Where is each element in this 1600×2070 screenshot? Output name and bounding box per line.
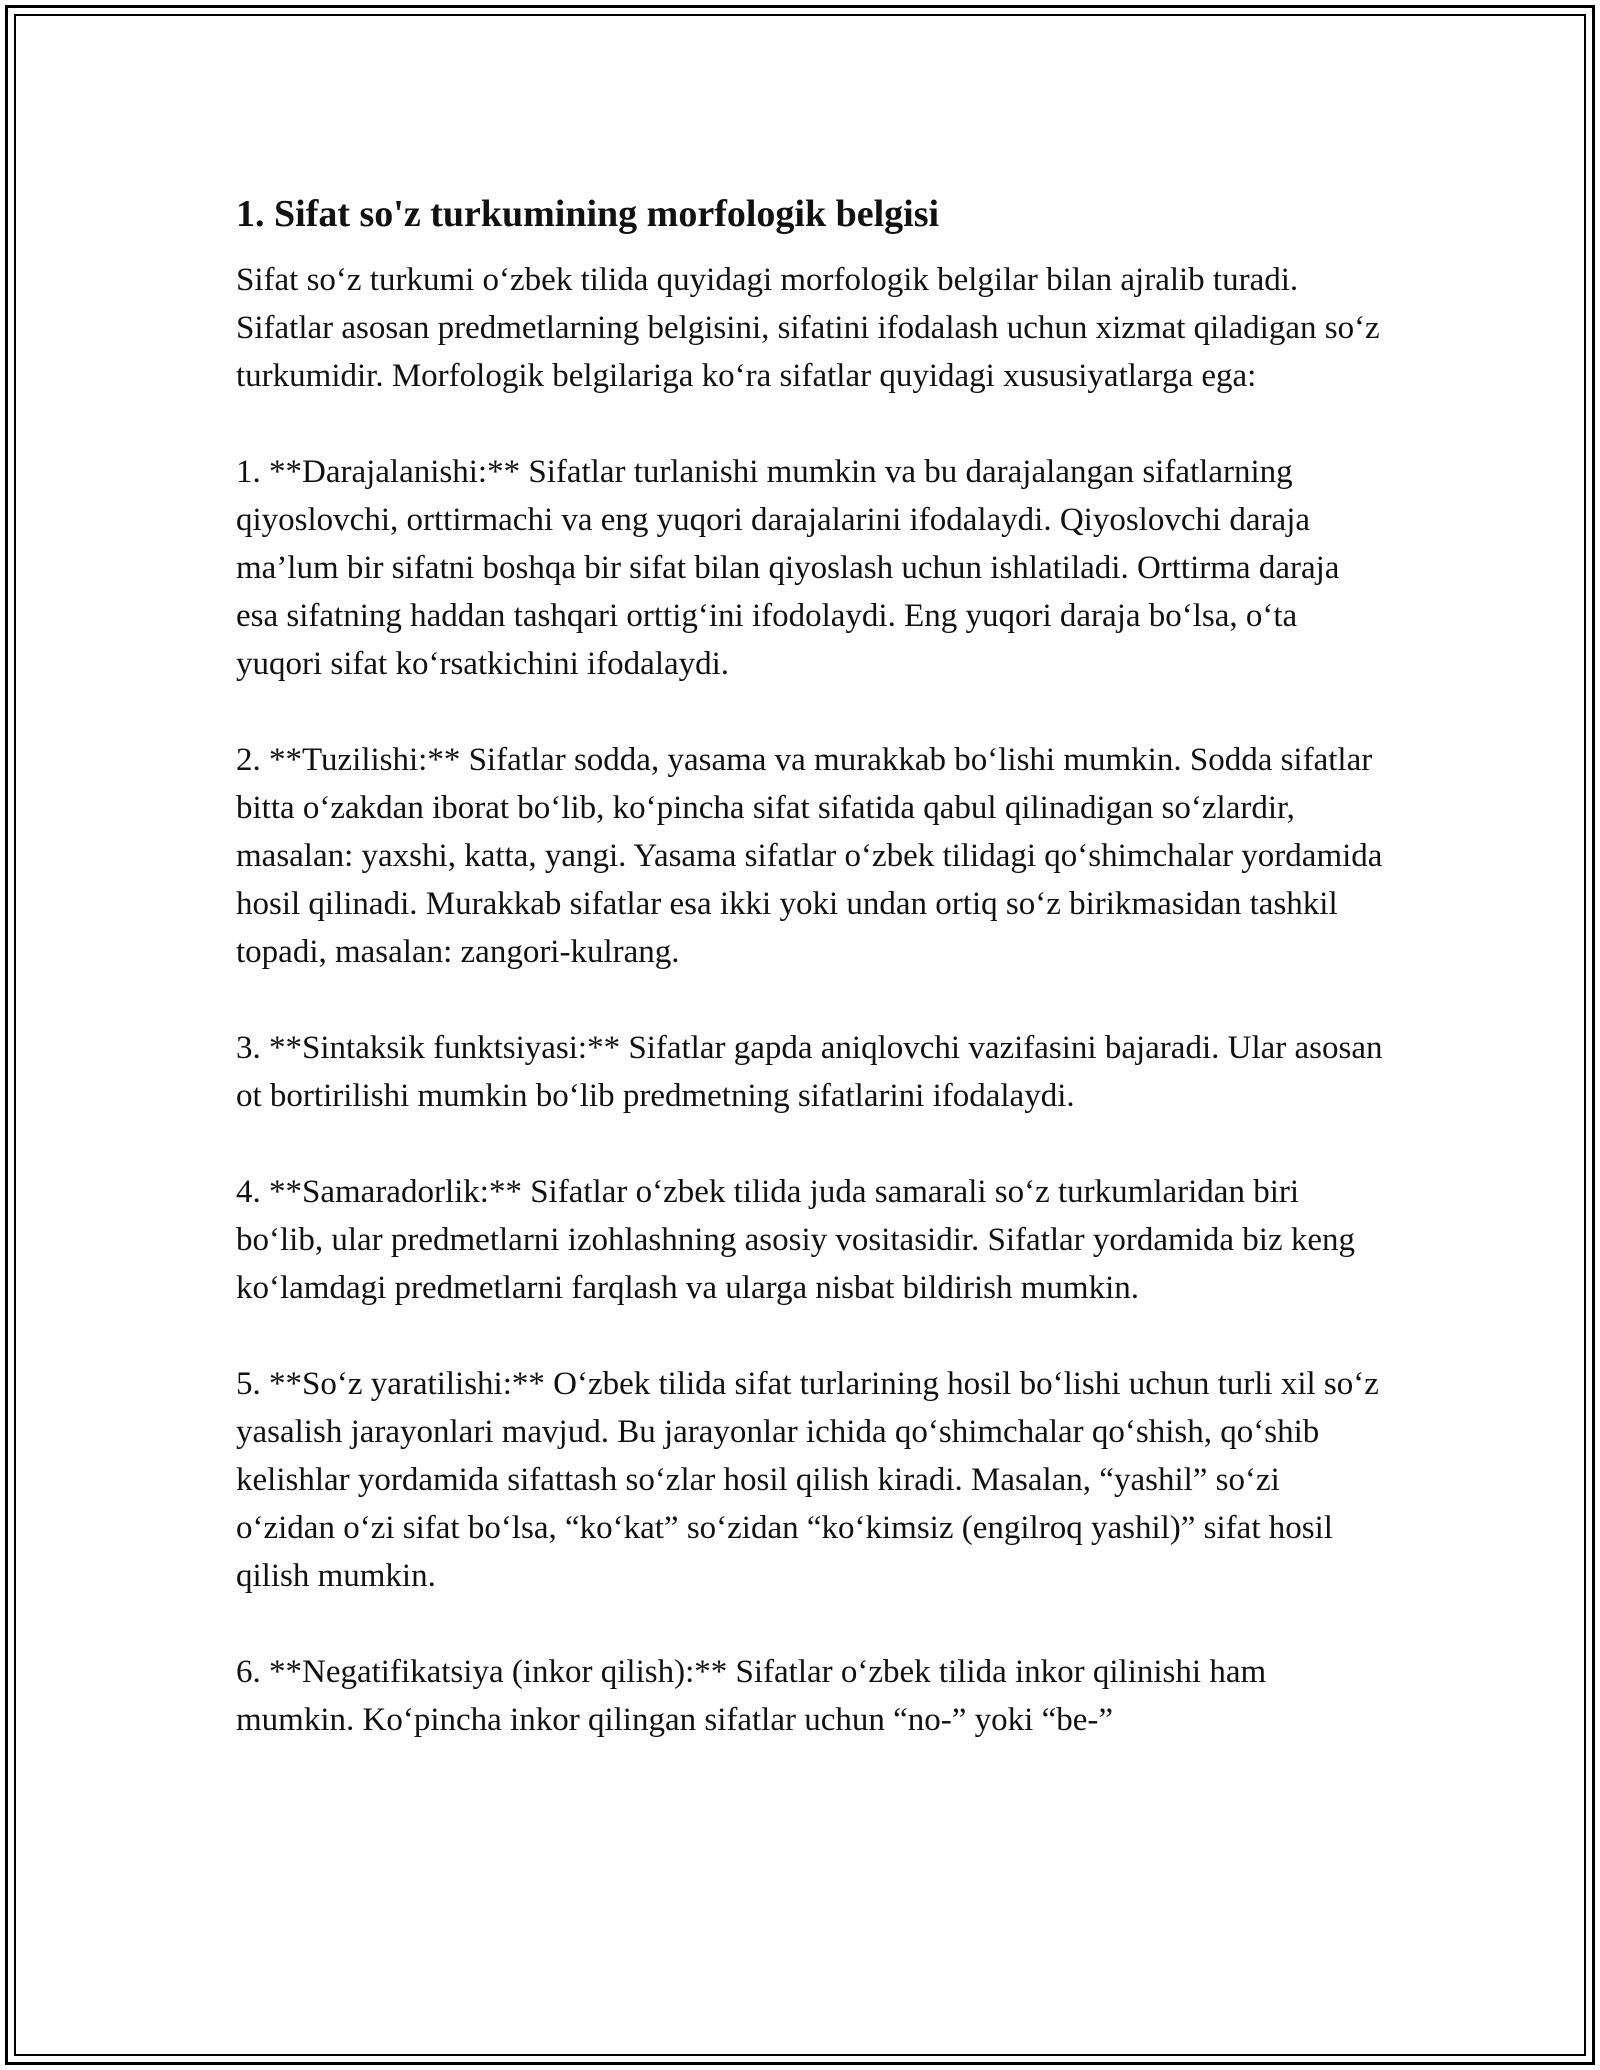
paragraph-item-6: 6. **Negatifikatsiya (inkor qilish):** Sifatlar o‘zbek tilida inkor qilinishi ham mumkin. Ko‘pincha inkor qilingan sifatlar uchun “no-” yoki “be-”	[236, 1654, 1267, 1738]
paragraph-item-3: 3. **Sintaksik funktsiyasi:** Sifatlar gapda aniqlovchi vazifasini bajaradi. Ular asosan ot bortirilishi mumkin bo‘lib predmetning sifatlarini ifodalaydi.	[236, 1030, 1383, 1114]
document-body	[236, 186, 1386, 1792]
paragraph-item-2: 2. **Tuzilishi:** Sifatlar sodda, yasama va murakkab bo‘lishi mumkin. Sodda sifatlar bitta o‘zakdan iborat bo‘lib, ko‘pincha sifat sifatida qabul qilinadigan so‘zlardir, masalan: yaxshi, katta, yangi. Yasama sifatlar o‘zbek tilidagi qo‘shimchalar yordamida hosil qilinadi. Murakkab sifatlar esa ikki yoki undan ortiq so‘z birikmasidan tashkil topadi, masalan: zangori-kulrang.	[236, 742, 1383, 970]
paragraph-intro: Sifat so‘z turkumi o‘zbek tilida quyidagi morfologik belgilar bilan ajralib turadi. Sifatlar asosan predmetlarning belgisini, sifatini ifodalash uchun xizmat qiladigan so‘z turkumidir. Morfologik belgilariga ko‘ra sifatlar quyidagi xususiyatlarga ega:	[236, 262, 1380, 394]
paragraph-item-4: 4. **Samaradorlik:** Sifatlar o‘zbek tilida juda samarali so‘z turkumlaridan biri bo‘lib, ular predmetlarni izohlashning asosiy vositasidir. Sifatlar yordamida biz keng ko‘lamdagi predmetlarni farqlash va ularga nisbat bildirish mumkin.	[236, 1174, 1356, 1306]
paragraph-item-5: 5. **So‘z yaratilishi:** O‘zbek tilida sifat turlarining hosil bo‘lishi uchun turli xil so‘z yasalish jarayonlari mavjud. Bu jarayonlar ichida qo‘shimchalar qo‘shish, qo‘shib kelishlar yordamida sifattash so‘zlar hosil qilish kiradi. Masalan, “yashil” so‘zi o‘zidan o‘zi sifat bo‘lsa, “ko‘kat” so‘zidan “ko‘kimsiz (engilroq yashil)” sifat hosil qilish mumkin.	[236, 1366, 1379, 1594]
paragraph-item-1: 1. **Darajalanishi:** Sifatlar turlanishi mumkin va bu darajalangan sifatlarning qiyoslovchi, orttirmachi va eng yuqori darajalarini ifodalaydi. Qiyoslovchi daraja ma’lum bir sifatni boshqa bir sifat bilan qiyoslash uchun ishlatiladi. Orttirma daraja esa sifatning haddan tashqari orttig‘ini ifodolaydi. Eng yuqori daraja bo‘lsa, o‘ta yuqori sifat ko‘rsatkichini ifodalaydi.	[236, 454, 1340, 682]
section-heading: 1. Sifat so'z turkumining morfologik belgisi	[236, 193, 940, 235]
